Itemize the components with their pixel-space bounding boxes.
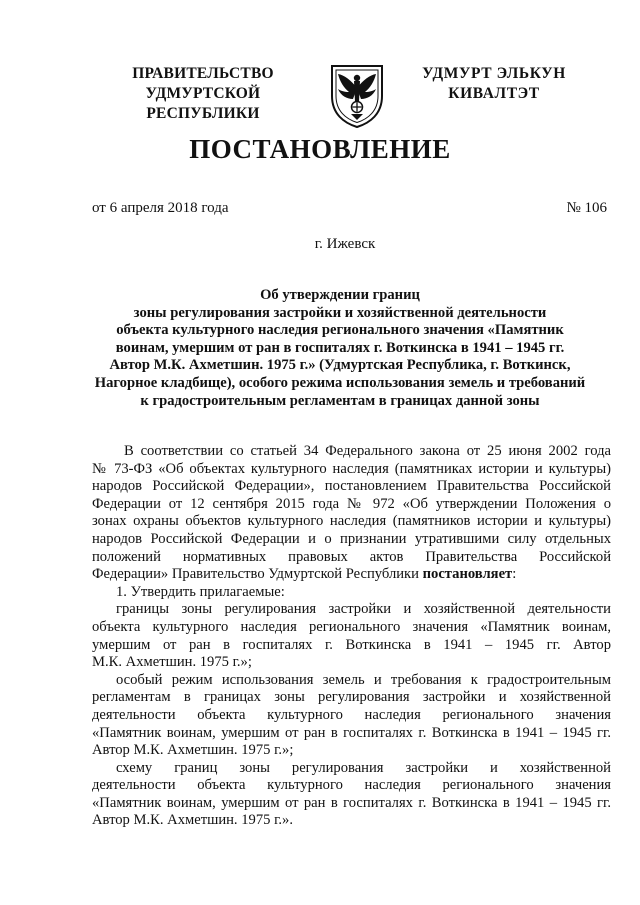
body-line: объекта культурного наследия регионального значения «Памятник воинам,: [92, 618, 611, 635]
body-line: «Памятник воинам, умершим от ран в госпиталях г. Воткинска в 1941 – 1945 гг.: [92, 724, 611, 741]
subject-line: объекта культурного наследия регионального значения «Памятник: [116, 322, 564, 339]
issuer-line: ПРАВИТЕЛЬСТВО: [132, 65, 274, 82]
body-line: деятельности объекта культурного наследия регионального значения: [92, 706, 611, 723]
document-title: ПОСТАНОВЛЕНИЕ: [189, 134, 451, 164]
coat-of-arms-icon: [326, 62, 388, 128]
document-city: г. Ижевск: [314, 236, 376, 252]
document-body: [92, 443, 611, 830]
subject-line: Автор М.К. Ахметшин. 1975 г.» (Удмуртская Республика, г. Воткинск,: [109, 357, 571, 374]
body-line: № 73-ФЗ «Об объектах культурного наследия (памятниках истории и культуры): [92, 460, 611, 477]
body-line: положений нормативных правовых актов Правительства Российской: [92, 548, 611, 565]
issuer-line: КИВАЛТЭТ: [448, 85, 540, 102]
body-line: народов Российской Федерации», постановлением Правительства Российской: [92, 478, 611, 495]
issuer-line: УДМУРТ ЭЛЬКУН: [422, 65, 566, 82]
document-date: от 6 апреля 2018 года: [92, 200, 229, 216]
document-subject: [90, 287, 590, 410]
body-text: Федерации» Правительство Удмуртской Республики: [92, 566, 423, 583]
subject-line: Об утверждении границ: [260, 287, 420, 303]
subject-line: к градостроительным регламентам в границах данной зоны: [140, 392, 540, 409]
body-line: умершим от ран в госпиталях г. Воткинска в 1941 – 1945 гг. Автор: [92, 636, 611, 653]
operative-word: постановляет: [422, 566, 513, 583]
subject-line: воинам, умершим от ран в госпиталях г. Воткинска в 1941 – 1945 гг.: [115, 339, 565, 356]
body-line: народов Российской Федерации и о признании утратившими силу отдельных: [92, 530, 611, 547]
paragraph-scheme: [92, 760, 611, 830]
body-line: Автор М.К. Ахметшин. 1975 г.».: [92, 812, 293, 829]
subject-line: зоны регулирования застройки и хозяйственной деятельности: [133, 304, 547, 321]
body-line: регламентам в границах зоны регулирования застройки и хозяйственной: [92, 689, 611, 706]
body-text: :: [512, 566, 517, 583]
paragraph-land-use-regime: [92, 672, 611, 760]
body-line: особый режим использования земель и требования к градостроительным: [116, 671, 611, 688]
body-line: Автор М.К. Ахметшин. 1975 г.»;: [92, 742, 294, 759]
body-line: деятельности объекта культурного наследия регионального значения: [92, 777, 611, 794]
body-line: границы зоны регулирования застройки и хозяйственной деятельности: [116, 601, 611, 618]
body-line: «Памятник воинам, умершим от ран в госпиталях г. Воткинска в 1941 – 1945 гг.: [92, 794, 611, 811]
body-line: схему границ зоны регулирования застройки и хозяйственной: [116, 759, 611, 776]
body-line: зонах охраны объектов культурного наследия (памятников истории и культуры): [92, 513, 611, 530]
item-1-heading: 1. Утвердить прилагаемые:: [116, 583, 285, 600]
issuer-name-udmurt: [414, 64, 574, 104]
body-line: В соответствии со статьей 34 Федерального закона от 25 июня 2002 года: [124, 443, 611, 459]
body-line-last: [92, 566, 611, 584]
body-line: М.К. Ахметшин. 1975 г.»;: [92, 654, 252, 671]
paragraph-boundaries: [92, 601, 611, 671]
paragraph-preamble: [92, 443, 611, 584]
body-line: Федерации от 12 сентября 2015 года № 972 «Об утверждении Положения о: [92, 495, 611, 512]
document-number: № 106: [566, 200, 607, 216]
issuer-line: УДМУРТСКОЙ РЕСПУБЛИКИ: [145, 85, 261, 122]
subject-line: Нагорное кладбище), особого режима использования земель и требований: [94, 374, 586, 391]
issuer-name-russian: [88, 64, 318, 124]
document-header: [0, 62, 640, 132]
